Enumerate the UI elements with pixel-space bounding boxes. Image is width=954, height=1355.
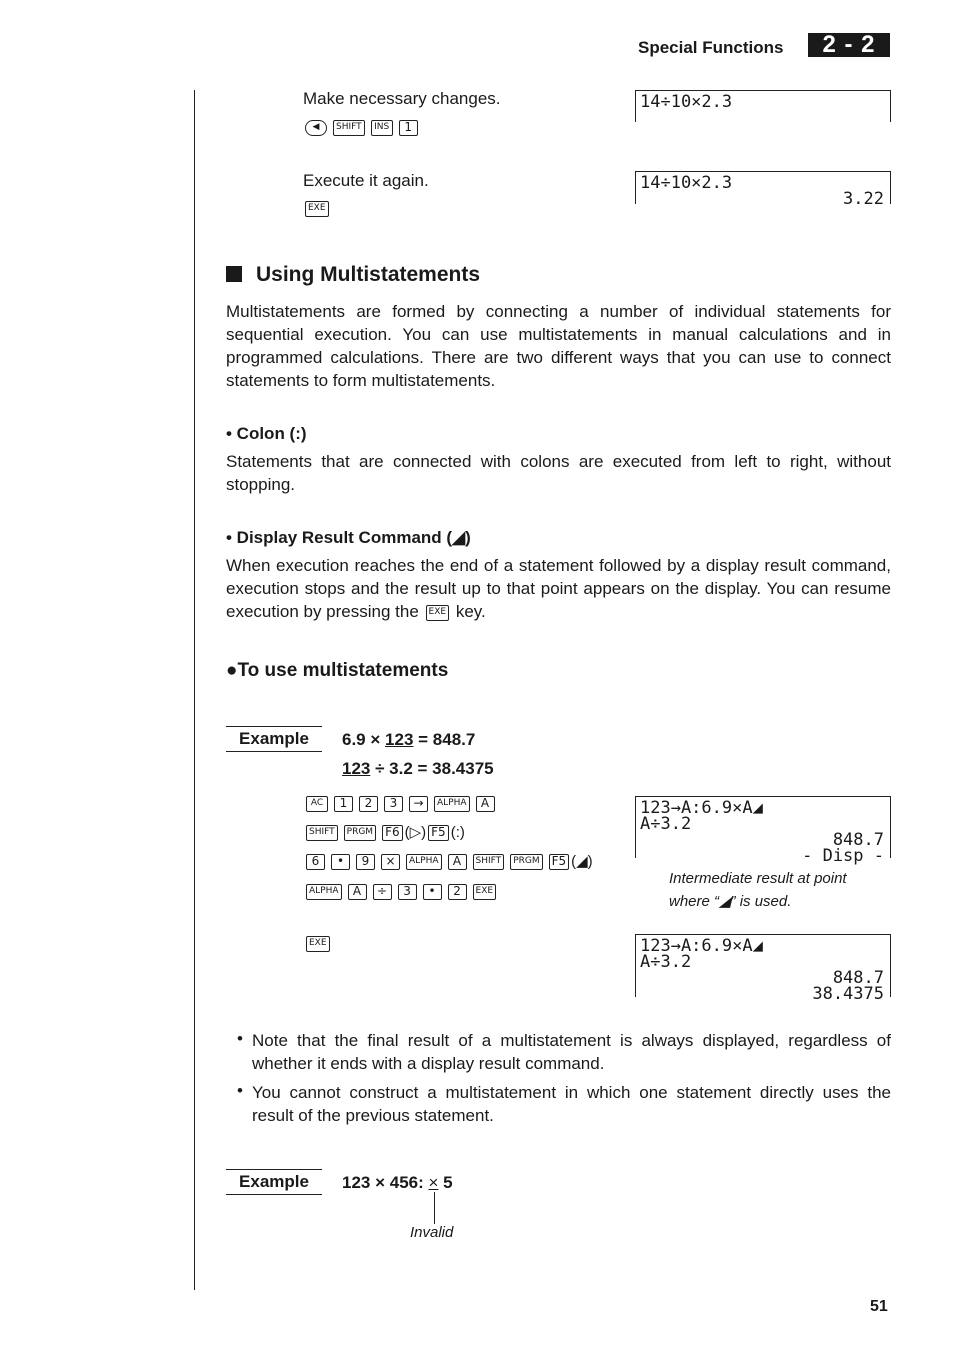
margin-rule: [194, 90, 195, 1290]
caption-line2: where “◢” is used.: [669, 893, 792, 910]
key-2: 2: [359, 796, 378, 812]
key-sequence-row4: [306, 881, 502, 903]
exe-key: EXE: [305, 201, 329, 217]
note1: Note that the final result of a multistatement is always displayed, regardless of whether it ends with a display result command.: [252, 1031, 891, 1073]
key-1: 1: [399, 120, 418, 136]
invalid-pointer-line: [434, 1192, 435, 1224]
screen3-line2: A÷3.2: [640, 814, 692, 834]
exe-key-inline: EXE: [426, 605, 450, 621]
screen2-result: 3.22: [843, 189, 884, 209]
key-2: 2: [448, 884, 467, 900]
screen3-line3: 848.7: [832, 830, 884, 850]
step2-keys: [305, 198, 335, 220]
intro-paragraph: Multistatements are formed by connecting a number of individual statements for sequential execution. You can use multistatements in manual calculations and in programmed calculations. There are two different ways that you can use to connect statements to form multistatements.: [226, 302, 891, 390]
step-make-changes: Make necessary changes.: [303, 89, 501, 108]
screen2-line: 14÷10×2.3: [640, 173, 733, 193]
square-bullet-icon: [226, 266, 242, 282]
key-sequence-row1: [306, 793, 501, 815]
key-3: 3: [384, 796, 403, 812]
shift-key: SHIFT: [473, 854, 505, 870]
step1-keys: [305, 117, 424, 139]
calc-screen-2: [635, 171, 891, 209]
header-title: Special Functions: [638, 38, 784, 57]
screen4-line2: A÷3.2: [640, 952, 692, 972]
key-1: 1: [334, 796, 353, 812]
calc-screen-3: [635, 796, 891, 866]
key-a: A: [476, 796, 495, 812]
calc-screen-4: [635, 934, 891, 1004]
display-result-paragraph: [226, 554, 891, 623]
screen4-line1: 123→A:6.9×A◢: [640, 936, 763, 956]
example2-expr-a: 123 × 456:: [342, 1173, 424, 1192]
note2-bullet: •: [237, 1081, 243, 1100]
display-result-text-end: key.: [455, 602, 486, 621]
example2-expression: [342, 1171, 453, 1194]
screen3-line1: 123→A:6.9×A◢: [640, 798, 763, 818]
calc-screen-1: [635, 90, 891, 122]
assign-arrow-key: →: [409, 796, 428, 812]
decimal-point-key: •: [331, 854, 350, 870]
prgm-key: PRGM: [510, 854, 542, 870]
colon-note: (:): [450, 824, 465, 841]
key-sequence-row2: [306, 822, 465, 844]
screen3-line4: - Disp -: [802, 846, 884, 866]
divide-key: ÷: [373, 884, 392, 900]
prgm-key: PRGM: [344, 825, 376, 841]
key-sequence-row5: [306, 933, 336, 955]
shift-key: SHIFT: [333, 120, 365, 136]
example1-line1-a: 6.9 ×: [342, 730, 381, 749]
key-3: 3: [398, 884, 417, 900]
f5-key: F5: [428, 825, 449, 841]
example1-line2-underlined: 123: [342, 759, 371, 778]
key-a: A: [448, 854, 467, 870]
invalid-label: Invalid: [410, 1224, 454, 1241]
example1-line2-b: ÷ 3.2 = 38.4375: [375, 759, 494, 778]
example1-label: Example: [226, 726, 322, 752]
shift-key: SHIFT: [306, 825, 338, 841]
right-triangle-note: (▷): [404, 824, 427, 841]
key-sequence-row3: [306, 851, 593, 873]
screen4-line3: 848.7: [832, 968, 884, 988]
ins-key: INS: [371, 120, 393, 136]
example2-label: Example: [226, 1169, 322, 1195]
example1-line1-underlined: 123: [385, 730, 414, 749]
section-heading: [226, 263, 480, 287]
caption-line1: Intermediate result at point: [669, 870, 847, 887]
colon-title: • Colon (:): [226, 424, 307, 443]
note2: You cannot construct a multistatement in which one statement directly uses the result of the previous statement.: [252, 1083, 891, 1125]
cursor-left-key: ◀: [305, 120, 327, 136]
alpha-key: ALPHA: [434, 796, 470, 812]
f5-key: F5: [549, 854, 570, 870]
section-number-badge: 2 - 2: [808, 33, 890, 57]
key-6: 6: [306, 854, 325, 870]
note1-bullet: •: [237, 1029, 243, 1048]
exe-key: EXE: [473, 884, 497, 900]
f6-key: F6: [382, 825, 403, 841]
example1-line2: [342, 757, 494, 780]
screen1-line: 14÷10×2.3: [640, 92, 733, 112]
display-result-text: When execution reaches the end of a statement followed by a display result command, execution stops and the result up to that point appears on the display. You can resume execution by pressing the: [226, 556, 891, 621]
step-execute-again: Execute it again.: [303, 171, 429, 190]
page-number: 51: [870, 1298, 888, 1315]
alpha-key: ALPHA: [306, 884, 342, 900]
example1-line1: [342, 728, 475, 751]
ac-key: AC: [306, 796, 328, 812]
section-heading-text: Using Multistatements: [256, 263, 481, 286]
decimal-point-key: •: [423, 884, 442, 900]
example2-invalid-operator: ×: [428, 1173, 439, 1192]
key-a: A: [348, 884, 367, 900]
display-result-title: • Display Result Command (◢): [226, 528, 471, 547]
multiply-key: ×: [381, 854, 400, 870]
display-result-note: (◢): [571, 853, 593, 870]
howto-title: ●To use multistatements: [226, 660, 449, 681]
key-9: 9: [356, 854, 375, 870]
example1-line1-b: = 848.7: [418, 730, 476, 749]
screen4-line4: 38.4375: [812, 984, 884, 1004]
example2-expr-b: 5: [443, 1173, 453, 1192]
exe-key: EXE: [306, 936, 330, 952]
alpha-key: ALPHA: [406, 854, 442, 870]
colon-paragraph: Statements that are connected with colons are executed from left to right, without stopping.: [226, 452, 891, 494]
